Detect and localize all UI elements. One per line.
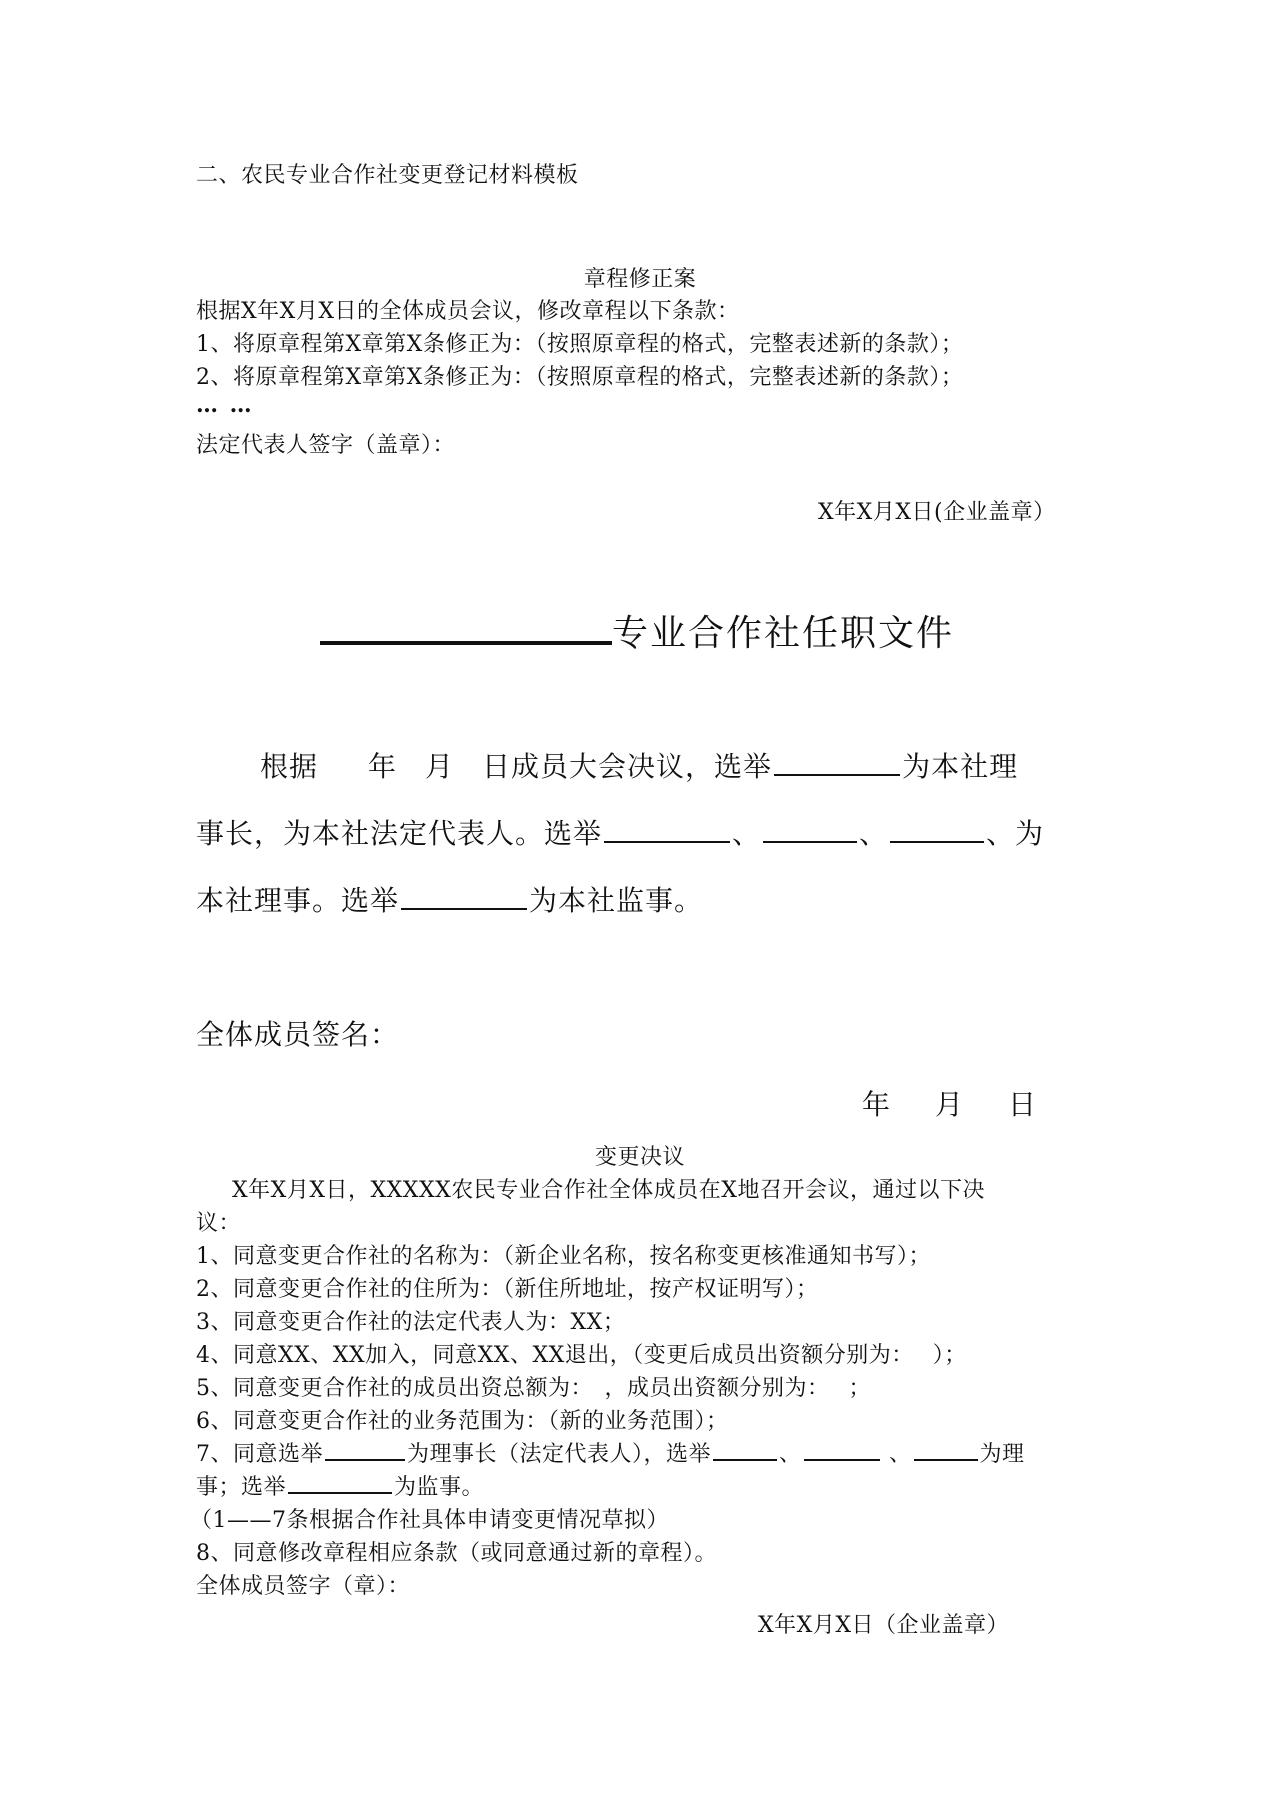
text: 为理事长（法定代表人），选举 xyxy=(407,1442,712,1467)
appointment-title xyxy=(320,605,954,656)
section-heading: 二、农民专业合作社变更登记材料模板 xyxy=(196,163,579,188)
text: 本社理事。选举 xyxy=(196,884,400,917)
appointment-line-2 xyxy=(196,812,1044,852)
resolution-note: （1——7条根据合作社具体申请变更情况草拟） xyxy=(190,1508,669,1533)
day-label: 日 xyxy=(1008,1088,1038,1121)
resolution-intro-line-2: 议： xyxy=(196,1211,242,1236)
resolution-date-stamp: X年X月X日（企业盖章） xyxy=(758,1613,1009,1638)
resolution-item-5: 5、同意变更合作社的成员出资总额为： ，成员出资额分别为： ； xyxy=(196,1376,871,1401)
cooperative-name-blank[interactable] xyxy=(320,605,612,645)
amendment-title: 章程修正案 xyxy=(583,267,697,292)
text: 事长，为本社法定代表人。选举 xyxy=(196,817,603,850)
separator: 、 xyxy=(881,1442,912,1467)
month-label: 月 xyxy=(425,750,455,783)
year-label: 年 xyxy=(368,750,398,783)
resolution-item-6: 6、同意变更合作社的业务范围为：（新的业务范围）； xyxy=(196,1409,729,1434)
chairman-blank[interactable] xyxy=(774,773,900,776)
director-blank-2[interactable] xyxy=(763,840,857,843)
resolution-title: 变更决议 xyxy=(594,1145,685,1170)
chairman-blank[interactable] xyxy=(325,1458,405,1461)
text: 为理 xyxy=(979,1442,1025,1467)
text: 事；选举 xyxy=(196,1475,287,1500)
appointment-line-3 xyxy=(196,879,703,919)
resolution-item-2: 2、同意变更合作社的住所为：（新住所地址，按产权证明写）； xyxy=(196,1277,819,1302)
text: 根据 xyxy=(260,750,319,783)
text: 7、同意选举 xyxy=(196,1442,323,1467)
resolution-item-7-line-2 xyxy=(196,1470,484,1501)
year-label: 年 xyxy=(862,1088,892,1121)
resolution-intro-line-1: X年X月X日，XXXXX农民专业合作社全体成员在X地召开会议，通过以下决 xyxy=(232,1178,985,1203)
text: 为本社监事。 xyxy=(529,884,704,917)
resolution-item-7-line-1 xyxy=(196,1437,1025,1468)
appointment-signature-label: 全体成员签名： xyxy=(196,1018,400,1051)
resolution-item-1: 1、同意变更合作社的名称为：（新企业名称，按名称变更核准通知书写）； xyxy=(196,1244,931,1269)
director-blank-1[interactable] xyxy=(713,1458,777,1461)
text: 为监事。 xyxy=(394,1475,485,1500)
separator: 、 xyxy=(779,1442,802,1467)
resolution-item-4: 4、同意XX、XX加入，同意XX、XX退出，（变更后成员出资额分别为： ）； xyxy=(196,1343,967,1368)
amendment-intro: 根据X年X月X日的全体成员会议，修改章程以下条款： xyxy=(196,299,740,324)
director-blank-2[interactable] xyxy=(804,1458,880,1461)
separator: 、 xyxy=(859,817,889,850)
resolution-item-8: 8、同意修改章程相应条款（或同意通过新的章程）。 xyxy=(196,1541,717,1566)
amendment-date-stamp: X年X月X日(企业盖章） xyxy=(818,500,1056,525)
text: 、为 xyxy=(986,817,1045,850)
director-blank-1[interactable] xyxy=(604,840,730,843)
text: 日成员大会决议，选举 xyxy=(482,750,773,783)
month-label: 月 xyxy=(935,1088,965,1121)
appointment-line-1 xyxy=(260,745,1018,785)
text: 为本社理 xyxy=(902,750,1019,783)
director-blank-3[interactable] xyxy=(890,840,984,843)
director-blank-3[interactable] xyxy=(914,1458,978,1461)
amendment-ellipsis: … … xyxy=(196,392,254,418)
supervisor-blank[interactable] xyxy=(401,907,527,910)
supervisor-blank[interactable] xyxy=(288,1491,392,1494)
separator: 、 xyxy=(732,817,762,850)
resolution-item-3: 3、同意变更合作社的法定代表人为：XX； xyxy=(196,1310,626,1335)
appointment-title-text: 专业合作社任职文件 xyxy=(612,613,955,654)
amendment-item-1: 1、将原章程第X章第X条修正为：（按照原章程的格式，完整表述新的条款）； xyxy=(196,332,964,357)
appointment-date xyxy=(862,1083,1037,1123)
amendment-signature-label: 法定代表人签字（盖章）： xyxy=(196,433,456,458)
amendment-item-2: 2、将原章程第X章第X条修正为：（按照原章程的格式，完整表述新的条款）； xyxy=(196,365,964,390)
resolution-signature-label: 全体成员签字（章）： xyxy=(196,1574,411,1599)
